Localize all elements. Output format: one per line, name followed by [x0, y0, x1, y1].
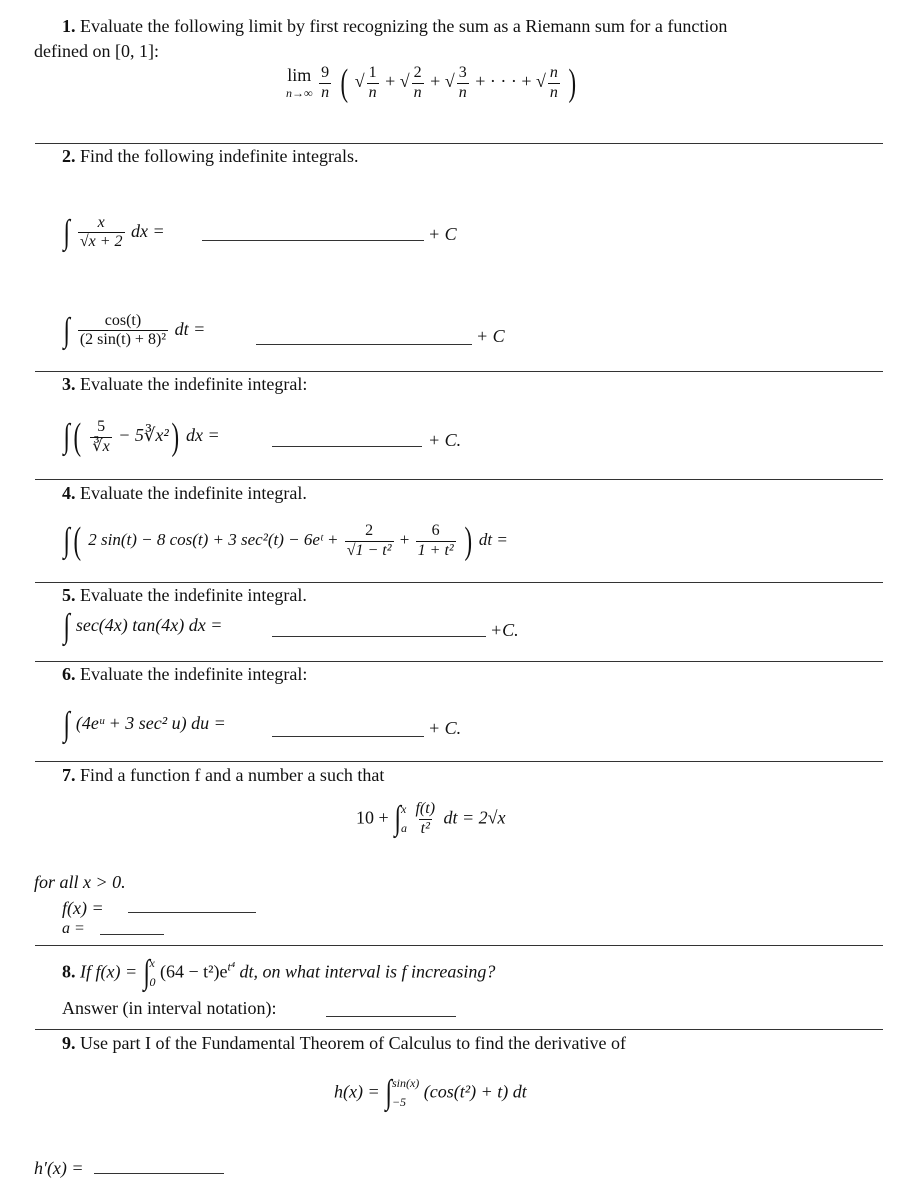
divider — [35, 1029, 883, 1030]
problem-7-equation: 10 + ∫ x a $\frac{f(t)}{\text{t²}}$ dt = 2√x — [356, 800, 506, 838]
answer-2b-field[interactable] — [256, 344, 472, 345]
problem-3-integral: ∫ ( $\frac{5}{∛x}$ − 5∛x²) dx = — [63, 416, 220, 458]
answer-6-field[interactable] — [272, 736, 424, 737]
riemann-term-3: √ $\frac{3}{n}$ — [444, 64, 467, 101]
problem-2-integral-2: ∫ $\frac{\cos(t)}{\text{(2 sin(t) + 8)²}}$ dt = — [63, 311, 206, 349]
problem-8-text: 8. If f(x) = ∫ x 0 $(64 - t^2)e^{t^4}$ dt, on what interval is f increasing? — [62, 954, 496, 992]
divider — [35, 479, 883, 480]
problem-6-integral: ∫ (4eᵘ + 3 sec² u) du = — [63, 706, 226, 743]
fx-label: f(x) = — [62, 898, 104, 918]
answer-2a-field[interactable] — [202, 240, 424, 241]
constant-c: + C — [428, 224, 457, 244]
riemann-term-1: √ $\frac{1}{n}$ — [354, 64, 377, 101]
problem-5-text: 5. Evaluate the indefinite integral. — [62, 585, 307, 605]
answer-7f-field[interactable] — [128, 912, 256, 913]
problem-4-integral: ∫ ( 2 sin(t) − 8 cos(t) + 3 sec²(t) − 6eᵗ + $\frac{2}{\text{√1 − t²}}$ + $\frac{6}{\text{1 + t²}}$ ) dt = — [63, 520, 508, 562]
problem-1-line1: Evaluate the following limit by first recognizing the sum as a Riemann sum for a function — [80, 16, 728, 36]
a-label: a = — [62, 920, 85, 937]
condition-text: for all x > 0. — [34, 872, 126, 892]
divider — [35, 371, 883, 372]
divider — [35, 661, 883, 662]
problem-6-text: 6. Evaluate the indefinite integral: — [62, 664, 308, 684]
constant-c: + C. — [428, 718, 462, 738]
problem-2-integral-1: ∫ $\frac{x}{√x + 2}$ dx = — [63, 213, 165, 251]
answer-9-field[interactable] — [94, 1173, 224, 1174]
derivative-label: h′(x) = — [34, 1158, 84, 1178]
coefficient-fraction: $\frac{9}{n}$ — [321, 64, 330, 101]
divider — [35, 582, 883, 583]
riemann-term-2: √ $\frac{2}{n}$ — [399, 64, 422, 101]
problem-1-formula: lim n→∞ $\frac{9}{n}$ ( √ $\frac{1}{n}$ + √ $\frac{2}{n}$ + √ $\frac{3}{n}$ + · · · + √ $\frac{n}{n}$ ) — [286, 62, 577, 104]
problem-9-text: 9. Use part I of the Fundamental Theorem of Calculus to find the derivative of — [62, 1033, 627, 1053]
problem-4-text: 4. Evaluate the indefinite integral. — [62, 483, 307, 503]
answer-label: Answer (in interval notation): — [62, 998, 277, 1018]
divider — [35, 143, 883, 144]
problem-7-text: 7. Find a function f and a number a such that — [62, 765, 385, 785]
problem-9-equation: h(x) = ∫ sin(x) −5 (cos(t²) + t) dt — [334, 1074, 527, 1112]
problem-1-number: 1. — [62, 16, 76, 36]
problem-2-text: 2. Find the following indefinite integrals. — [62, 146, 359, 166]
answer-8-field[interactable] — [326, 1016, 456, 1017]
constant-c: + C — [476, 326, 505, 346]
problem-1-line2: defined on [0, 1]: — [34, 41, 159, 61]
problem-1-text — [62, 16, 727, 37]
problem-3-text: 3. Evaluate the indefinite integral: — [62, 374, 308, 394]
divider — [35, 761, 883, 762]
constant-c: + C. — [428, 430, 462, 450]
problem-5-integral: ∫ sec(4x) tan(4x) dx = — [63, 608, 223, 645]
constant-c: +C. — [490, 620, 519, 640]
answer-7a-field[interactable] — [100, 934, 164, 935]
limit-operator: lim n→∞ — [286, 65, 313, 100]
divider — [35, 945, 883, 946]
riemann-term-n: √ $\frac{n}{n}$ — [536, 64, 558, 101]
answer-5-field[interactable] — [272, 636, 486, 637]
answer-3-field[interactable] — [272, 446, 422, 447]
